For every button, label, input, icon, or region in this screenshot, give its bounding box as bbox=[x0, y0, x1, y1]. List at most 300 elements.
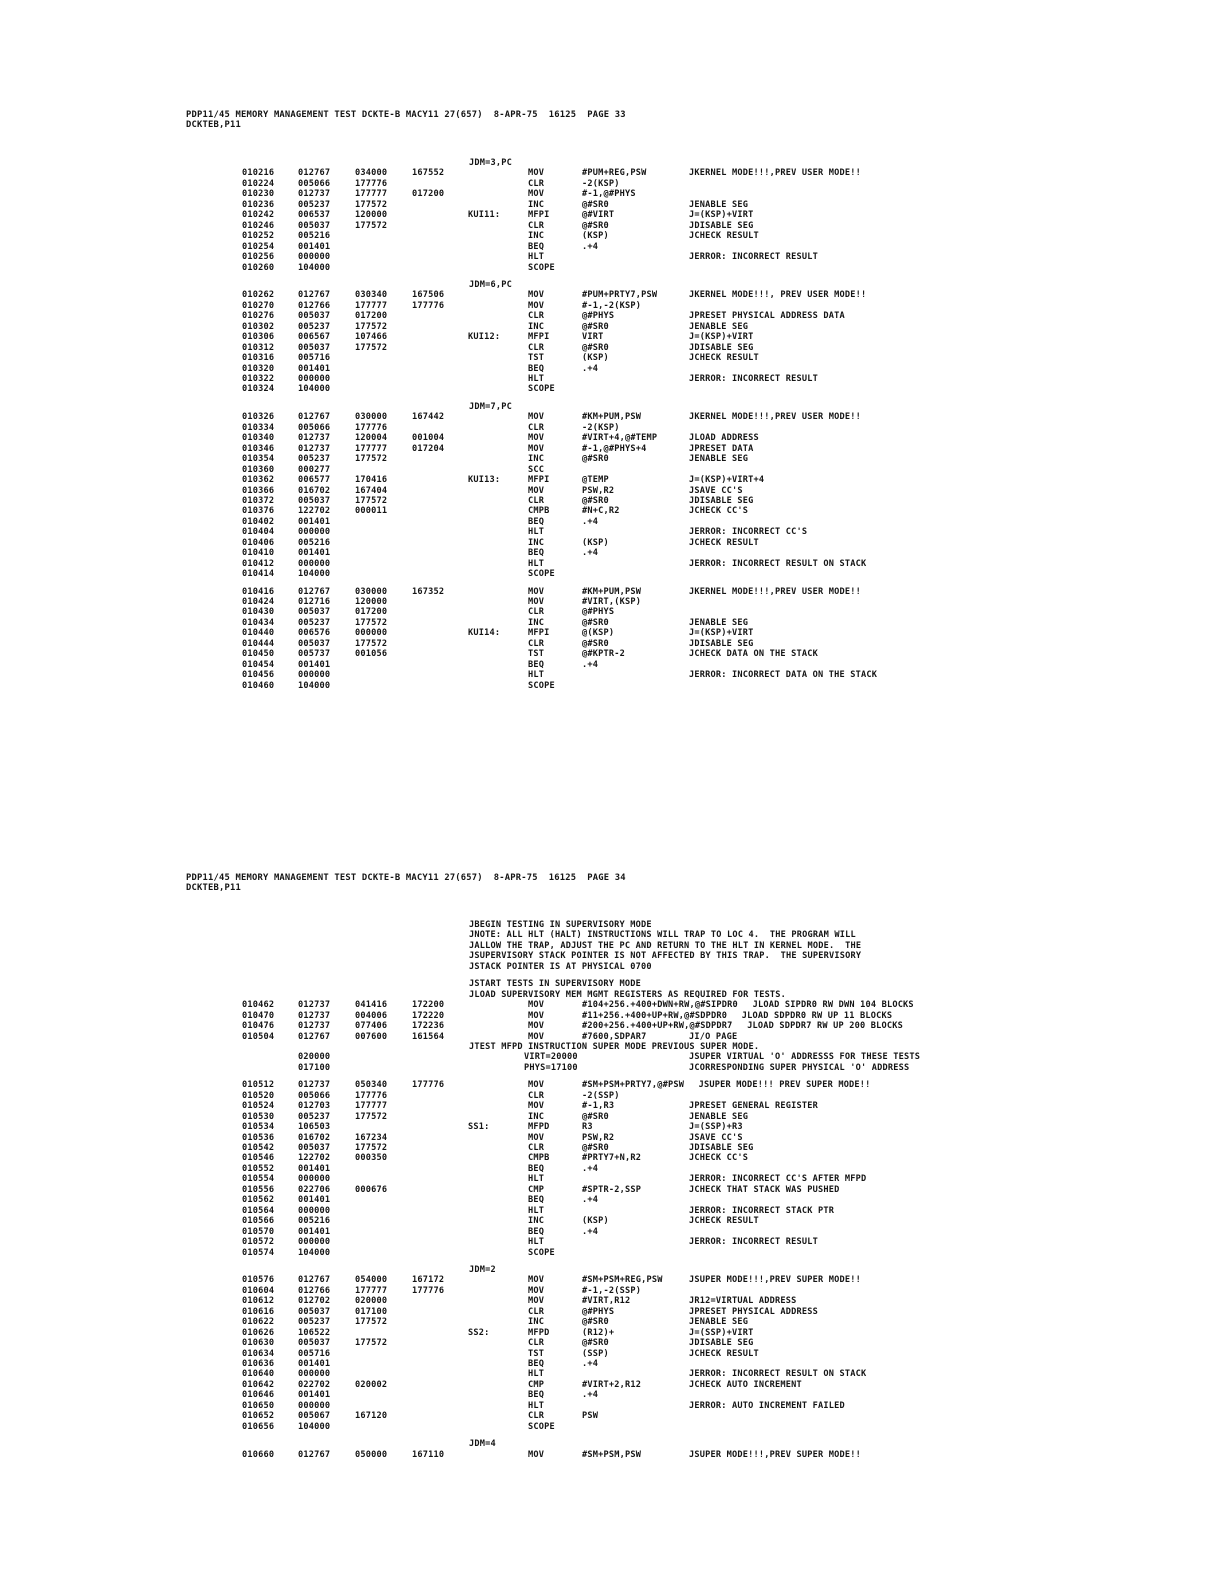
listing-address: 010460 bbox=[242, 680, 275, 691]
listing-word: 012767 bbox=[298, 1449, 331, 1460]
listing-address: 010260 bbox=[242, 262, 275, 273]
listing-word: 022706 bbox=[298, 1184, 331, 1195]
listing-opcode: MOV bbox=[528, 1101, 545, 1112]
listing-opcode: MFPI bbox=[528, 475, 550, 486]
listing-word: 017200 bbox=[412, 189, 445, 200]
listing-address: 010416 bbox=[242, 586, 275, 597]
listing-opcode: SCOPE bbox=[528, 262, 555, 273]
listing-comment: JR12=VIRTUAL ADDRESS bbox=[689, 1296, 797, 1307]
listing-comment: JKERNEL MODE!!!,PREV USER MODE!! bbox=[689, 168, 861, 179]
listing-comment: JERROR: INCORRECT RESULT ON STACK bbox=[689, 558, 867, 569]
listing-address: 010570 bbox=[242, 1226, 275, 1237]
listing-directive: JDM=3,PC bbox=[469, 158, 512, 168]
listing-operand: #PUM+PRTY7,PSW bbox=[582, 290, 658, 301]
listing-operand: @#KPTR-2 bbox=[582, 649, 625, 660]
listing-address: 010454 bbox=[242, 659, 275, 670]
listing-address: 010434 bbox=[242, 617, 275, 628]
listing-opcode: MOV bbox=[528, 1021, 545, 1032]
listing-word: 001401 bbox=[298, 548, 331, 559]
listing-word: 167506 bbox=[412, 290, 445, 301]
listing-directive: JDM=6,PC bbox=[469, 279, 512, 290]
listing-comment: JENABLE SEG bbox=[689, 454, 749, 465]
listing-address: 010612 bbox=[242, 1296, 275, 1307]
listing-word: 030000 bbox=[355, 412, 388, 423]
listing-comment: JCHECK CC'S bbox=[689, 1153, 749, 1164]
listing-word: 001401 bbox=[298, 1359, 331, 1369]
listing-address: 010504 bbox=[242, 1031, 275, 1042]
listing-address: 010652 bbox=[242, 1411, 275, 1422]
listing-opcode: MFPD bbox=[528, 1122, 550, 1133]
listing-operand: @#SR0 bbox=[582, 321, 609, 332]
listing-operand: (KSP) bbox=[582, 537, 609, 548]
listing-word: 012767 bbox=[298, 586, 331, 597]
listing-word: 005737 bbox=[298, 649, 331, 660]
listing-address: 010440 bbox=[242, 628, 275, 639]
listing-address: 010326 bbox=[242, 412, 275, 423]
listing-opcode: MOV bbox=[528, 597, 545, 607]
listing-address: 010424 bbox=[242, 597, 275, 607]
listing-operand: PSW bbox=[582, 1411, 599, 1422]
listing-address: 010320 bbox=[242, 363, 275, 374]
listing-word: 001401 bbox=[298, 516, 331, 527]
listing-opcode: INC bbox=[528, 231, 545, 242]
listing-address: 010306 bbox=[242, 332, 275, 343]
listing-word: 016702 bbox=[298, 1132, 331, 1143]
listing-address: 010334 bbox=[242, 422, 275, 433]
listing-operand: #KM+PUM,PSW bbox=[582, 412, 642, 423]
listing-word: 017200 bbox=[355, 607, 388, 618]
listing-word: 177572 bbox=[355, 220, 388, 231]
listing-word: 005237 bbox=[298, 321, 331, 332]
listing-address: 010622 bbox=[242, 1317, 275, 1328]
listing-word: 177777 bbox=[355, 1285, 388, 1296]
page-34-header: PDP11/45 MEMORY MANAGEMENT TEST DCKTE-B MACY11 27(657) 8-APR-75 16125 PAGE 34 bbox=[186, 873, 626, 883]
listing-comment: JDISABLE SEG bbox=[689, 342, 754, 353]
listing-word: 167442 bbox=[412, 412, 445, 423]
listing-word: 005037 bbox=[298, 342, 331, 353]
listing-opcode: MFPI bbox=[528, 210, 550, 221]
listing-word: 077406 bbox=[355, 1021, 388, 1032]
listing-comment: JPRESET GENERAL REGISTER bbox=[689, 1101, 818, 1112]
listing-word: 016702 bbox=[298, 485, 331, 496]
listing-word: 000000 bbox=[355, 628, 388, 639]
listing-opcode: HLT bbox=[528, 1237, 545, 1248]
listing-word: 167404 bbox=[355, 485, 388, 496]
listing-operand: @#PHYS bbox=[582, 607, 615, 618]
listing-address: 010404 bbox=[242, 527, 275, 538]
listing-comment: JCHECK RESULT bbox=[689, 1216, 759, 1227]
listing-word: 170416 bbox=[355, 475, 388, 486]
listing-operand: @#SR0 bbox=[582, 220, 609, 231]
listing-comment: JCHECK RESULT bbox=[689, 231, 759, 242]
listing-opcode: BEQ bbox=[528, 659, 545, 670]
listing-opcode: BEQ bbox=[528, 1163, 545, 1174]
listing-operand: #11+256.+400+UP+RW,@#SDPDR0 bbox=[582, 1010, 728, 1021]
listing-word: 001401 bbox=[298, 1163, 331, 1174]
listing-word: 000000 bbox=[298, 1237, 331, 1248]
listing-address: 010216 bbox=[242, 168, 275, 179]
listing-opcode: SCOPE bbox=[528, 680, 555, 691]
listing-opcode: INC bbox=[528, 1317, 545, 1328]
listing-opcode: CLR bbox=[528, 342, 545, 353]
listing-operand: #104+256.+400+DWN+RW,@#SIPDR0 bbox=[582, 1000, 738, 1011]
listing-opcode: MOV bbox=[528, 485, 545, 496]
listing-opcode: MOV bbox=[528, 1000, 545, 1011]
listing-comment: JLOAD SIPDR0 RW DWN 104 BLOCKS bbox=[752, 1000, 914, 1011]
listing-word: 000350 bbox=[355, 1153, 388, 1164]
listing-word: 005237 bbox=[298, 199, 331, 210]
listing-word: 177777 bbox=[355, 443, 388, 454]
listing-comment: JCHECK THAT STACK WAS PUSHED bbox=[689, 1184, 840, 1195]
listing-opcode: CLR bbox=[528, 1338, 545, 1349]
listing-opcode: CLR bbox=[528, 422, 545, 433]
listing-word: 104000 bbox=[298, 680, 331, 691]
page-33-file: DCKTEB,P11 bbox=[186, 120, 241, 130]
listing-operand: .+4 bbox=[582, 241, 599, 252]
listing-address: 010456 bbox=[242, 670, 275, 681]
listing-directive: JTEST MFPD INSTRUCTION SUPER MODE PREVIOUS SUPER MODE. bbox=[469, 1041, 760, 1052]
listing-word: 012737 bbox=[298, 1021, 331, 1032]
listing-word: 005067 bbox=[298, 1411, 331, 1422]
listing-word: 034000 bbox=[355, 168, 388, 179]
listing-operand: @#SR0 bbox=[582, 199, 609, 210]
listing-directive: JALLOW THE TRAP, ADJUST THE PC AND RETURN TO THE HLT IN KERNEL MODE. THE bbox=[469, 940, 862, 951]
listing-word: 005037 bbox=[298, 311, 331, 322]
listing-word: 000011 bbox=[355, 506, 388, 517]
listing-operand: @#SR0 bbox=[582, 1338, 609, 1349]
listing-opcode: BEQ bbox=[528, 1195, 545, 1206]
listing-opcode: MOV bbox=[528, 300, 545, 311]
listing-opcode: MOV bbox=[528, 433, 545, 444]
listing-address: 010444 bbox=[242, 638, 275, 649]
listing-opcode: MOV bbox=[528, 586, 545, 597]
listing-comment: JCHECK CC'S bbox=[689, 506, 749, 517]
listing-opcode: BEQ bbox=[528, 241, 545, 252]
listing-address: 010414 bbox=[242, 569, 275, 580]
listing-opcode: INC bbox=[528, 1111, 545, 1122]
listing-address: 010512 bbox=[242, 1080, 275, 1091]
listing-word: 012767 bbox=[298, 290, 331, 301]
listing-opcode: INC bbox=[528, 321, 545, 332]
listing-word: 006567 bbox=[298, 332, 331, 343]
listing-operand: (KSP) bbox=[582, 231, 609, 242]
listing-opcode: CLR bbox=[528, 1411, 545, 1422]
listing-address: 010604 bbox=[242, 1285, 275, 1296]
listing-operand: (KSP) bbox=[582, 1216, 609, 1227]
listing-comment: JPRESET PHYSICAL ADDRESS DATA bbox=[689, 311, 845, 322]
listing-word: 177777 bbox=[355, 300, 388, 311]
listing-opcode: CLR bbox=[528, 311, 545, 322]
listing-opcode: CLR bbox=[528, 178, 545, 189]
listing-word: 177572 bbox=[355, 495, 388, 506]
listing-operand: #-1,R3 bbox=[582, 1101, 615, 1112]
listing-operand: .+4 bbox=[582, 363, 599, 374]
listing-operand: .+4 bbox=[582, 1359, 599, 1369]
listing-word: 005066 bbox=[298, 178, 331, 189]
listing-comment: JERROR: INCORRECT STACK PTR bbox=[689, 1205, 835, 1216]
listing-word: 005216 bbox=[298, 231, 331, 242]
listing-word: 177776 bbox=[355, 422, 388, 433]
listing-word: 177572 bbox=[355, 1143, 388, 1153]
listing-directive: JSTART TESTS IN SUPERVISORY MODE bbox=[469, 979, 641, 990]
listing-address: 010660 bbox=[242, 1449, 275, 1460]
page-33-header: PDP11/45 MEMORY MANAGEMENT TEST DCKTE-B MACY11 27(657) 8-APR-75 16125 PAGE 33 bbox=[186, 110, 626, 120]
listing-word: 001401 bbox=[298, 1226, 331, 1237]
listing-operand: @#SR0 bbox=[582, 495, 609, 506]
listing-word: 006537 bbox=[298, 210, 331, 221]
listing-operand: #VIRT,R12 bbox=[582, 1296, 631, 1307]
listing-address: 010324 bbox=[242, 384, 275, 395]
listing-word: 005037 bbox=[298, 638, 331, 649]
listing-label: SS1: bbox=[468, 1122, 490, 1133]
listing-address: 010254 bbox=[242, 241, 275, 252]
listing-word: 172236 bbox=[412, 1021, 445, 1032]
listing-word: 177572 bbox=[355, 199, 388, 210]
listing-word: 104000 bbox=[298, 569, 331, 580]
listing-word: 000676 bbox=[355, 1184, 388, 1195]
listing-directive: JBEGIN TESTING IN SUPERVISORY MODE bbox=[469, 920, 652, 930]
listing-word: 177572 bbox=[355, 617, 388, 628]
listing-address: 010572 bbox=[242, 1237, 275, 1248]
listing-address: 010312 bbox=[242, 342, 275, 353]
listing-comment: JSUPER MODE!!!,PREV SUPER MODE!! bbox=[689, 1449, 861, 1460]
listing-word: 005037 bbox=[298, 495, 331, 506]
listing-address: 010562 bbox=[242, 1195, 275, 1206]
listing-operand: @TEMP bbox=[582, 475, 609, 486]
listing-word: 050340 bbox=[355, 1080, 388, 1091]
listing-opcode: MOV bbox=[528, 1010, 545, 1021]
listing-opcode: HLT bbox=[528, 1174, 545, 1185]
listing-comment: JENABLE SEG bbox=[689, 617, 749, 628]
listing-comment: J=(SSP)+R3 bbox=[689, 1122, 743, 1133]
listing-operand: #VIRT+2,R12 bbox=[582, 1379, 642, 1390]
listing-address: 010302 bbox=[242, 321, 275, 332]
listing-address: 010340 bbox=[242, 433, 275, 444]
listing-operand: .+4 bbox=[582, 1195, 599, 1206]
listing-operand: @#VIRT bbox=[582, 210, 615, 221]
listing-address: 010534 bbox=[242, 1122, 275, 1133]
listing-operand: .+4 bbox=[582, 516, 599, 527]
listing-operand: .+4 bbox=[582, 659, 599, 670]
listing-opcode: HLT bbox=[528, 374, 545, 384]
listing-operand: #VIRT+4,@#TEMP bbox=[582, 433, 658, 444]
listing-address: 010252 bbox=[242, 231, 275, 242]
listing-address: 010360 bbox=[242, 464, 275, 475]
listing-address: 010430 bbox=[242, 607, 275, 618]
listing-operand: PSW,R2 bbox=[582, 485, 615, 496]
listing-operand: -2(KSP) bbox=[582, 178, 620, 189]
listing-word: 022702 bbox=[298, 1379, 331, 1390]
listing-comment: JENABLE SEG bbox=[689, 1317, 749, 1328]
listing-address: 010552 bbox=[242, 1163, 275, 1174]
listing-comment: JDISABLE SEG bbox=[689, 220, 754, 231]
listing-address: 010246 bbox=[242, 220, 275, 231]
listing-opcode: CLR bbox=[528, 1306, 545, 1317]
listing-word: 012737 bbox=[298, 189, 331, 200]
listing-comment: JDISABLE SEG bbox=[689, 495, 754, 506]
listing-operand: .+4 bbox=[582, 548, 599, 559]
listing-opcode: HLT bbox=[528, 1205, 545, 1216]
listing-operand: #PUM+REG,PSW bbox=[582, 168, 647, 179]
listing-opcode: CLR bbox=[528, 607, 545, 618]
listing-directive: JDM=2 bbox=[469, 1264, 496, 1275]
listing-comment: JSAVE CC'S bbox=[689, 1132, 743, 1143]
listing-word: 005037 bbox=[298, 1143, 331, 1153]
listing-operand: VIRT bbox=[582, 332, 604, 343]
listing-operand: #-1,-2(SSP) bbox=[582, 1285, 642, 1296]
listing-address: 010656 bbox=[242, 1421, 275, 1432]
listing-comment: JSUPER VIRTUAL 'O' ADDRESSS FOR THESE TESTS bbox=[689, 1052, 921, 1063]
listing-address: 010640 bbox=[242, 1369, 275, 1380]
listing-opcode: CMPB bbox=[528, 1153, 550, 1164]
listing-label: KUI13: bbox=[468, 475, 501, 486]
listing-address: 010642 bbox=[242, 1379, 275, 1390]
listing-directive: JSTACK POINTER IS AT PHYSICAL 0700 bbox=[469, 961, 652, 972]
listing-label: KUI14: bbox=[468, 628, 501, 639]
listing-address: 010636 bbox=[242, 1359, 275, 1369]
listing-word: 017204 bbox=[412, 443, 445, 454]
listing-comment: JERROR: INCORRECT CC'S AFTER MFPD bbox=[689, 1174, 867, 1185]
listing-word: 012737 bbox=[298, 1000, 331, 1011]
listing-opcode: HLT bbox=[528, 1400, 545, 1411]
listing-operand: (SSP) bbox=[582, 1348, 609, 1359]
listing-opcode: HLT bbox=[528, 670, 545, 681]
listing-directive: JDM=7,PC bbox=[469, 401, 512, 412]
listing-opcode: CLR bbox=[528, 495, 545, 506]
listing-word: 177776 bbox=[412, 300, 445, 311]
listing-word: 020000 bbox=[298, 1052, 331, 1063]
listing-word: 177776 bbox=[355, 178, 388, 189]
listing-word: 030340 bbox=[355, 290, 388, 301]
listing-word: 012737 bbox=[298, 1080, 331, 1091]
listing-operand: #200+256.+400+UP+RW,@#SDPDR7 bbox=[582, 1021, 733, 1032]
listing-operand: #SM+PSM+PRTY7,@#PSW bbox=[582, 1080, 685, 1091]
listing-operand: @#SR0 bbox=[582, 1143, 609, 1153]
listing-word: 000000 bbox=[298, 558, 331, 569]
listing-label: KUI11: bbox=[468, 210, 501, 221]
listing-directive: JNOTE: ALL HLT (HALT) INSTRUCTIONS WILL TRAP TO LOC 4. THE PROGRAM WILL bbox=[469, 930, 856, 941]
listing-label: KUI12: bbox=[468, 332, 501, 343]
listing-operand: #7600,SDPAR7 bbox=[582, 1031, 647, 1042]
listing-word: 005066 bbox=[298, 422, 331, 433]
listing-word: 041416 bbox=[355, 1000, 388, 1011]
listing-opcode: MOV bbox=[528, 1132, 545, 1143]
listing-opcode: CMPB bbox=[528, 506, 550, 517]
listing-comment: JERROR: INCORRECT RESULT bbox=[689, 252, 818, 263]
listing-word: 177777 bbox=[355, 189, 388, 200]
listing-word: 007600 bbox=[355, 1031, 388, 1042]
listing-word: 161564 bbox=[412, 1031, 445, 1042]
listing-comment: JSUPER MODE!!!,PREV SUPER MODE!! bbox=[689, 1275, 861, 1286]
listing-word: 177572 bbox=[355, 321, 388, 332]
listing-operand: .+4 bbox=[582, 1226, 599, 1237]
listing-word: 001056 bbox=[355, 649, 388, 660]
listing-address: 010366 bbox=[242, 485, 275, 496]
listing-operand: @#PHYS bbox=[582, 311, 615, 322]
listing-word: 005716 bbox=[298, 353, 331, 364]
listing-opcode: BEQ bbox=[528, 516, 545, 527]
listing-word: 050000 bbox=[355, 1449, 388, 1460]
listing-word: 177572 bbox=[355, 1111, 388, 1122]
listing-address: 010462 bbox=[242, 1000, 275, 1011]
listing-word: 005716 bbox=[298, 1348, 331, 1359]
listing-opcode: SCC bbox=[528, 464, 545, 475]
listing-word: 167352 bbox=[412, 586, 445, 597]
listing-opcode: BEQ bbox=[528, 363, 545, 374]
listing-word: 167552 bbox=[412, 168, 445, 179]
listing-word: 012767 bbox=[298, 1031, 331, 1042]
listing-word: 005037 bbox=[298, 1338, 331, 1349]
listing-label: SS2: bbox=[468, 1327, 490, 1338]
listing-word: 005237 bbox=[298, 1317, 331, 1328]
listing-word: 030000 bbox=[355, 586, 388, 597]
listing-comment: JENABLE SEG bbox=[689, 321, 749, 332]
listing-word: 005037 bbox=[298, 607, 331, 618]
listing-opcode: HLT bbox=[528, 558, 545, 569]
listing-word: 000000 bbox=[298, 527, 331, 538]
listing-address: 010236 bbox=[242, 199, 275, 210]
listing-operand: @#SR0 bbox=[582, 617, 609, 628]
listing-word: 005237 bbox=[298, 1111, 331, 1122]
listing-address: 010406 bbox=[242, 537, 275, 548]
listing-operand: #SM+PSM,PSW bbox=[582, 1449, 642, 1460]
listing-opcode: HLT bbox=[528, 252, 545, 263]
listing-operand: -2(KSP) bbox=[582, 422, 620, 433]
listing-comment: JERROR: INCORRECT RESULT bbox=[689, 1237, 818, 1248]
listing-operand: #VIRT,(KSP) bbox=[582, 597, 642, 607]
listing-comment: JCHECK RESULT bbox=[689, 1348, 759, 1359]
listing-comment: JDISABLE SEG bbox=[689, 1338, 754, 1349]
listing-address: 010410 bbox=[242, 548, 275, 559]
listing-operand: (KSP) bbox=[582, 353, 609, 364]
listing-opcode: SCOPE bbox=[528, 569, 555, 580]
listing-word: 054000 bbox=[355, 1275, 388, 1286]
listing-address: 010402 bbox=[242, 516, 275, 527]
listing-address: 010566 bbox=[242, 1216, 275, 1227]
listing-opcode: INC bbox=[528, 199, 545, 210]
listing-word: 177572 bbox=[355, 454, 388, 465]
listing-word: 177572 bbox=[355, 1338, 388, 1349]
listing-operand: #KM+PUM,PSW bbox=[582, 586, 642, 597]
listing-address: 010224 bbox=[242, 178, 275, 189]
listing-comment: JENABLE SEG bbox=[689, 1111, 749, 1122]
listing-word: 017100 bbox=[298, 1062, 331, 1073]
listing-word: 012766 bbox=[298, 300, 331, 311]
listing-word: 122702 bbox=[298, 1153, 331, 1164]
listing-word: 017100 bbox=[355, 1306, 388, 1317]
listing-word: 120000 bbox=[355, 597, 388, 607]
listing-operand: #-1,-2(KSP) bbox=[582, 300, 642, 311]
listing-word: 017200 bbox=[355, 311, 388, 322]
listing-address: 010270 bbox=[242, 300, 275, 311]
listing-address: 010230 bbox=[242, 189, 275, 200]
listing-word: 167120 bbox=[355, 1411, 388, 1422]
listing-word: 020002 bbox=[355, 1379, 388, 1390]
listing-address: 010354 bbox=[242, 454, 275, 465]
listing-word: 000000 bbox=[298, 1400, 331, 1411]
listing-word: 120004 bbox=[355, 433, 388, 444]
listing-word: 005066 bbox=[298, 1090, 331, 1101]
listing-address: 010576 bbox=[242, 1275, 275, 1286]
listing-address: 010626 bbox=[242, 1327, 275, 1338]
listing-address: 010450 bbox=[242, 649, 275, 660]
listing-opcode: MOV bbox=[528, 412, 545, 423]
listing-comment: JERROR: INCORRECT RESULT bbox=[689, 374, 818, 384]
listing-address: 010376 bbox=[242, 506, 275, 517]
listing-comment: JCORRESPONDING SUPER PHYSICAL 'O' ADDRESS bbox=[689, 1062, 910, 1073]
listing-word: 012767 bbox=[298, 168, 331, 179]
listing-word: 177572 bbox=[355, 1317, 388, 1328]
